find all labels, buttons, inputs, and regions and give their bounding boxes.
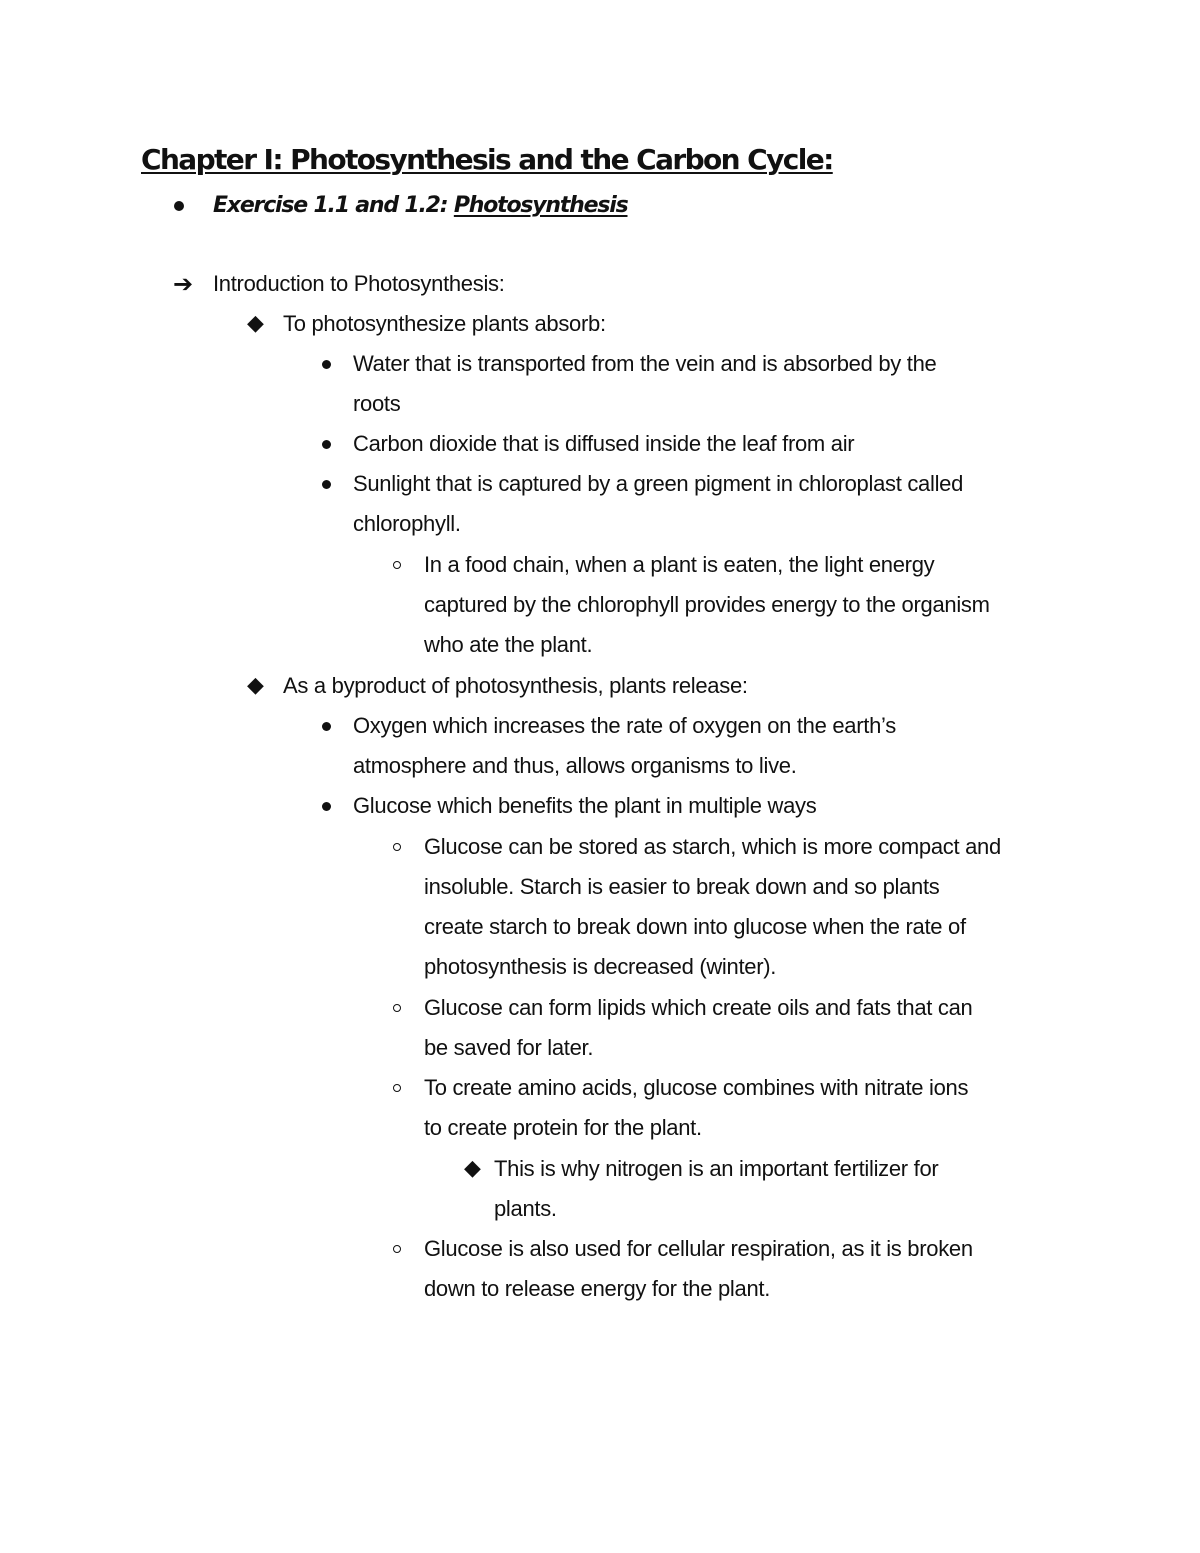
list-item-text: to create protein for the plant.	[424, 1115, 702, 1140]
list-item-text: To photosynthesize plants absorb:	[283, 311, 606, 336]
exercise-topic: Photosynthesis	[453, 193, 628, 218]
list-item-text: Sunlight that is captured by a green pigment in chloroplast called	[353, 471, 964, 496]
list-item-text: As a byproduct of photosynthesis, plants release:	[283, 673, 748, 698]
list-item-text: To create amino acids, glucose combines with nitrate ions	[424, 1075, 969, 1100]
list-item-text: create starch to break down into glucose when the rate of	[424, 914, 966, 939]
list-item	[353, 706, 896, 746]
list-item-continuation	[424, 1108, 702, 1148]
list-item-text: captured by the chlorophyll provides energy to the organism	[424, 592, 990, 617]
list-item-text: Glucose which benefits the plant in multiple ways	[353, 793, 817, 818]
diamond-bullet-icon: ◆	[464, 1156, 481, 1181]
list-item	[353, 424, 854, 464]
list-item	[424, 988, 972, 1028]
exercise-heading-text	[213, 188, 628, 224]
list-item-continuation	[424, 1028, 593, 1068]
list-item-continuation	[353, 504, 461, 544]
list-item-text: This is why nitrogen is an important fertilizer for	[494, 1156, 939, 1181]
list-item	[353, 344, 936, 384]
diamond-bullet-icon: ◆	[247, 311, 264, 336]
list-item	[247, 304, 606, 344]
list-item-text: In a food chain, when a plant is eaten, the light energy	[424, 552, 935, 577]
list-item	[353, 464, 963, 504]
filled-bullet-icon	[174, 201, 184, 211]
list-item-text: roots	[353, 391, 401, 416]
exercise-prefix: Exercise 1.1 and 1.2:	[213, 193, 454, 218]
list-item-continuation	[424, 585, 990, 625]
list-item-continuation	[424, 1269, 770, 1309]
list-item-text: who ate the plant.	[424, 632, 593, 657]
diamond-bullet-icon: ◆	[247, 673, 264, 698]
chapter-title: Chapter I: Photosynthesis and the Carbon Cycle:	[141, 143, 833, 176]
list-item-continuation	[494, 1189, 557, 1229]
list-item-continuation	[424, 947, 776, 987]
list-item-text: atmosphere and thus, allows organisms to live.	[353, 753, 797, 778]
list-item	[424, 545, 934, 585]
list-item-text: Introduction to Photosynthesis:	[213, 271, 505, 296]
list-item-text: insoluble. Starch is easier to break down and so plants	[424, 874, 940, 899]
list-item-text: photosynthesis is decreased (winter).	[424, 954, 777, 979]
list-item-text: be saved for later.	[424, 1035, 594, 1060]
list-item	[353, 786, 816, 826]
list-item-text: Glucose can be stored as starch, which is more compact and	[424, 834, 1001, 859]
list-item	[424, 1229, 973, 1269]
list-item-text: down to release energy for the plant.	[424, 1276, 771, 1301]
list-item-continuation	[424, 867, 939, 907]
list-item	[247, 666, 748, 706]
list-item-text: Oxygen which increases the rate of oxygen on the earth’s	[353, 713, 896, 738]
arrow-right-icon: ➔	[173, 270, 193, 298]
list-item	[424, 827, 1001, 867]
list-item-continuation	[353, 384, 400, 424]
list-item-text: Water that is transported from the vein and is absorbed by the	[353, 351, 937, 376]
list-item	[464, 1149, 939, 1189]
list-item-continuation	[424, 625, 592, 665]
list-item-text: plants.	[494, 1196, 557, 1221]
list-item-text: Carbon dioxide that is diffused inside the leaf from air	[353, 431, 855, 456]
list-item	[173, 264, 505, 304]
list-item-continuation	[424, 907, 966, 947]
list-item-text: Glucose can form lipids which create oils and fats that can	[424, 995, 973, 1020]
list-item-continuation	[353, 746, 797, 786]
list-item-text: chlorophyll.	[353, 511, 461, 536]
list-item	[424, 1068, 968, 1108]
list-item-text: Glucose is also used for cellular respiration, as it is broken	[424, 1236, 973, 1261]
